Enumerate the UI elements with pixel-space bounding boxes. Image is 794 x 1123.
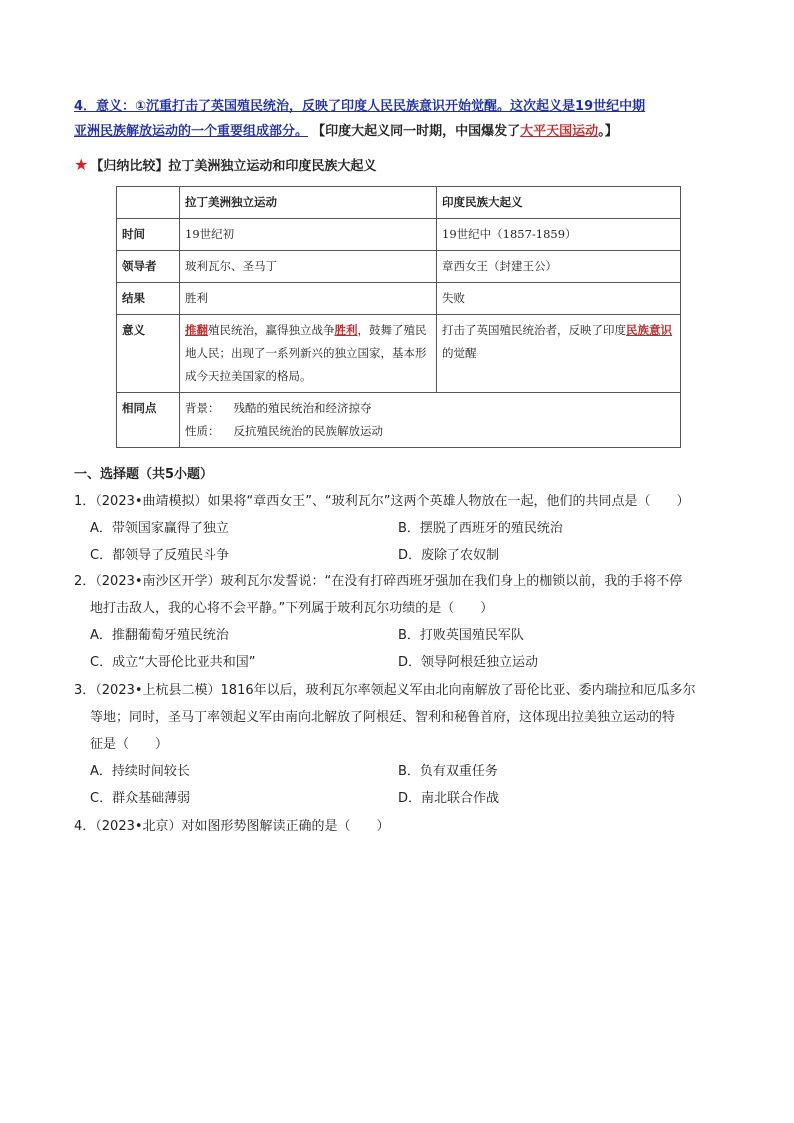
question-stem-continued: 地打击敌人，我的心将不会平静。”下列属于玻利瓦尔功绩的是（ ） <box>90 601 494 616</box>
row-cell: 章西女王（封建王公） <box>437 251 681 283</box>
row-key: 时间 <box>117 219 180 251</box>
question-stem: 3．（2023•上杭县二模）1816年以后，玻利瓦尔率领起义军由北向南解放了哥伦比亚、委内瑞拉和厄瓜多尔 <box>74 683 696 698</box>
option-a[interactable]: A．带领国家赢得了独立 <box>90 521 229 536</box>
significance-text-2: 亚洲民族解放运动的一个重要组成部分。 <box>74 124 309 139</box>
comparison-title <box>74 155 376 174</box>
significance-paragraph <box>74 94 724 144</box>
note-highlight: 大平天国运动 <box>520 124 599 139</box>
options <box>74 622 724 676</box>
table-header-row <box>117 187 681 219</box>
star-icon: ★ <box>74 155 89 174</box>
row-key: 相同点 <box>117 393 180 448</box>
options <box>74 515 724 569</box>
common-text: 残酷的殖民统治和经济掠夺 <box>233 401 372 415</box>
question-3 <box>74 677 724 812</box>
table-header-cell: 拉丁美洲独立运动 <box>180 187 437 219</box>
option-b[interactable]: B．打败英国殖民军队 <box>398 628 524 643</box>
meaning-text: ，鼓舞了殖民地人民；出现了一系列新兴的独立国家，基本形成今天拉美国家的格局。 <box>185 323 427 383</box>
question-1 <box>74 488 724 569</box>
meaning-text: 的觉醒 <box>442 346 477 360</box>
common-label: 性质： <box>185 424 220 438</box>
question-stem-continued: 征是（ ） <box>90 737 169 752</box>
common-label: 背景： <box>185 401 220 415</box>
row-key: 领导者 <box>117 251 180 283</box>
option-d[interactable]: D．废除了农奴制 <box>398 548 500 563</box>
table-row <box>117 219 681 251</box>
row-cell: 19世纪初 <box>180 219 437 251</box>
comparison-table <box>116 186 681 448</box>
highlight-text: 民族意识 <box>626 323 672 337</box>
option-d[interactable]: D．南北联合作战 <box>398 791 500 806</box>
question-4 <box>74 813 724 840</box>
option-d[interactable]: D．领导阿根廷独立运动 <box>398 655 539 670</box>
common-cell <box>180 393 681 448</box>
table-row <box>117 283 681 315</box>
row-cell: 19世纪中（1857-1859） <box>437 219 681 251</box>
question-stem: 4．（2023•北京）对如图形势图解读正确的是（ ） <box>74 819 390 834</box>
question-2 <box>74 568 724 676</box>
options <box>74 758 724 812</box>
question-stem: 2．（2023•南沙区开学）玻利瓦尔发誓说：“在没有打碎西班牙强加在我们身上的枷锁以前，我的手将不停 <box>74 574 683 589</box>
option-c[interactable]: C．成立“大哥伦比亚共和国” <box>90 655 256 670</box>
row-key: 意义 <box>117 315 180 393</box>
note-prefix: 【印度大起义同一时期，中国爆发了 <box>312 124 521 139</box>
row-cell: 失败 <box>437 283 681 315</box>
common-text: 反抗殖民统治的民族解放运动 <box>233 424 383 438</box>
option-a[interactable]: A．推翻葡萄牙殖民统治 <box>90 628 229 643</box>
meaning-text: 打击了英国殖民统治者，反映了印度 <box>442 323 626 337</box>
row-cell: 玻利瓦尔、圣马丁 <box>180 251 437 283</box>
row-key: 结果 <box>117 283 180 315</box>
highlight-text: 推翻 <box>185 323 208 337</box>
section-title: 一、选择题（共5小题） <box>74 467 214 482</box>
significance-text-1: ①沉重打击了英国殖民统治，反映了印度人民民族意识开始觉醒。这次起义是19世纪中期 <box>135 99 646 114</box>
table-row-meaning <box>117 315 681 393</box>
option-c[interactable]: C．都领导了反殖民斗争 <box>90 548 230 563</box>
option-a[interactable]: A．持续时间较长 <box>90 764 190 779</box>
meaning-cell-india <box>437 315 681 393</box>
option-b[interactable]: B．摆脱了西班牙的殖民统治 <box>398 521 563 536</box>
meaning-text: 殖民统治，赢得独立战争 <box>208 323 335 337</box>
question-stem-continued: 等地；同时，圣马丁率领起义军由南向北解放了阿根廷、智利和秘鲁首府，这体现出拉美独立运动的特 <box>90 710 676 725</box>
table-header-cell: 印度民族大起义 <box>437 187 681 219</box>
question-stem: 1．（2023•曲靖模拟）如果将“章西女王”、“玻利瓦尔”这两个英雄人物放在一起，他们的共同点是（ ） <box>74 494 690 509</box>
significance-label: 4．意义： <box>74 99 136 114</box>
highlight-text: 胜利 <box>334 323 358 337</box>
meaning-cell-latin <box>180 315 437 393</box>
note-suffix: 。】 <box>598 124 618 139</box>
table-row <box>117 251 681 283</box>
table-header-cell <box>117 187 180 219</box>
row-cell: 胜利 <box>180 283 437 315</box>
table-row-common <box>117 393 681 448</box>
option-c[interactable]: C．群众基础薄弱 <box>90 791 191 806</box>
comparison-title-text: 【归纳比较】拉丁美洲独立运动和印度民族大起义 <box>90 159 377 174</box>
option-b[interactable]: B．负有双重任务 <box>398 764 498 779</box>
